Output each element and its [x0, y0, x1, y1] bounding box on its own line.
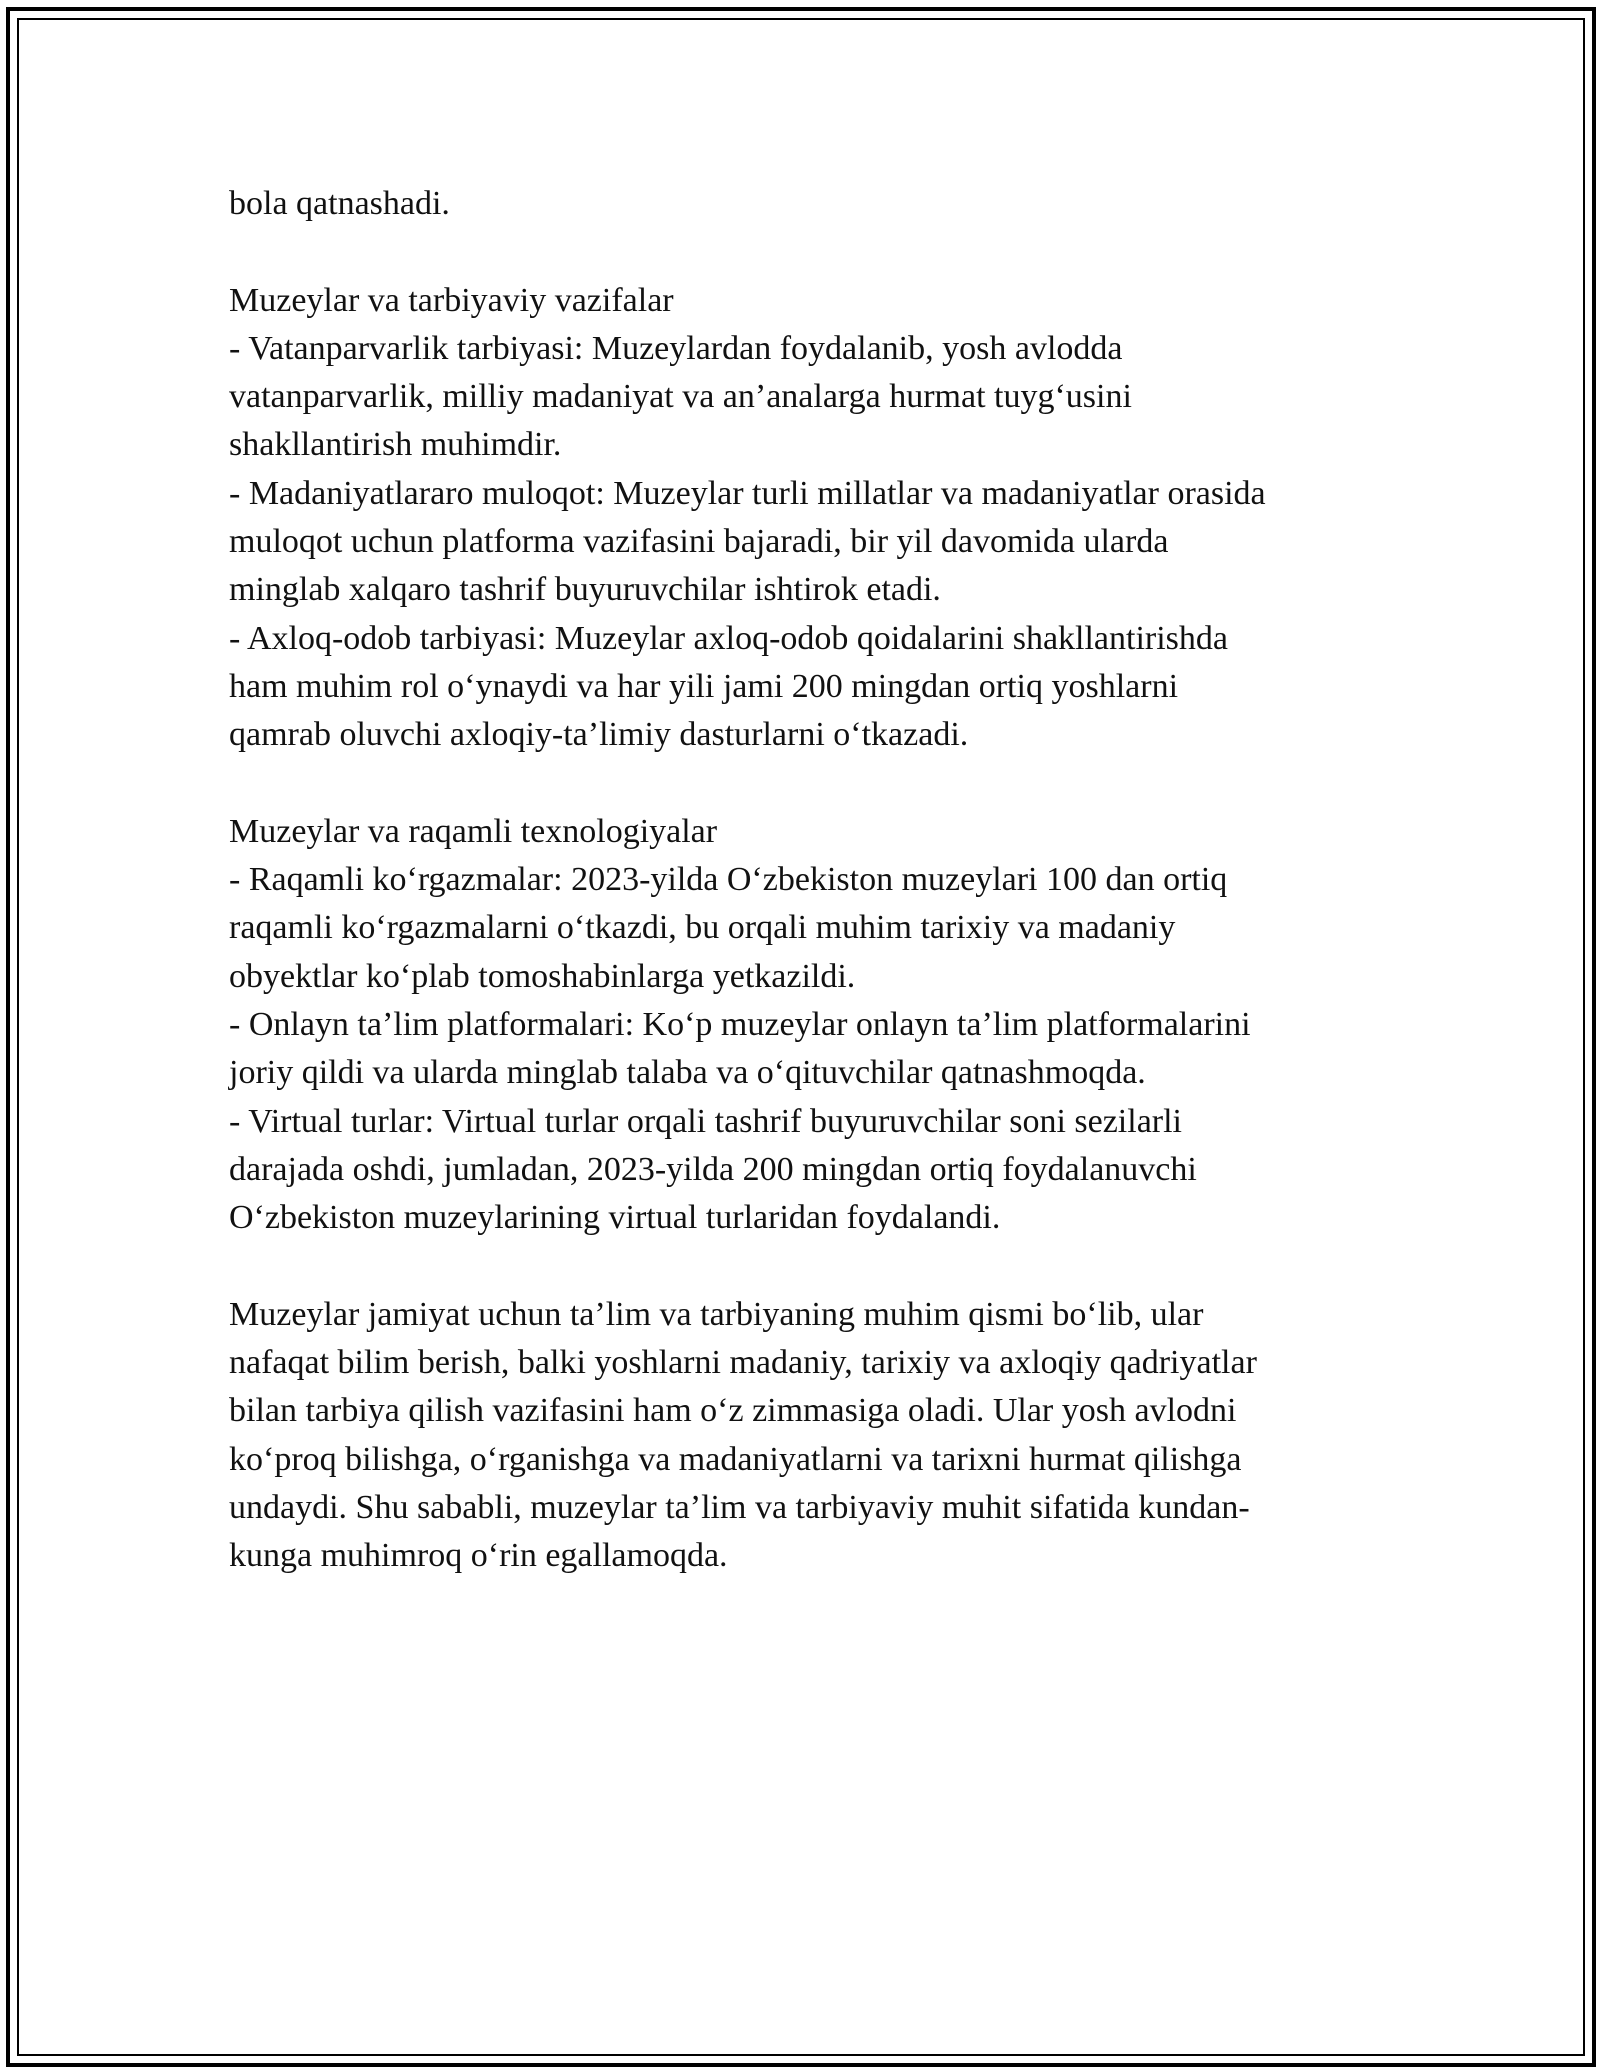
blank-line: [229, 228, 1399, 276]
text-line: shakllantirish muhimdir.: [229, 426, 562, 464]
text-line: - Raqamli ko‘rgazmalar: 2023-yilda O‘zbekiston muzeylari 100 dan ortiq: [229, 861, 1228, 899]
text-line: - Madaniyatlararo muloqot: Muzeylar turli millatlar va madaniyatlar orasida: [229, 474, 1266, 512]
text-line: - Vatanparvarlik tarbiyasi: Muzeylardan foydalanib, yosh avlodda: [229, 329, 1123, 367]
text-line: kunga muhimroq o‘rin egallamoqda.: [229, 1537, 728, 1575]
text-line: bilan tarbiya qilish vazifasini ham o‘z zimmasiga oladi. Ular yosh avlodni: [229, 1392, 1237, 1430]
text-line: muloqot uchun platforma vazifasini bajaradi, bir yil davomida ularda: [229, 523, 1169, 561]
blank-line: [229, 760, 1399, 808]
text-line: vatanparvarlik, milliy madaniyat va an’analarga hurmat tuyg‘usini: [229, 378, 1132, 416]
text-line: Muzeylar jamiyat uchun ta’lim va tarbiyaning muhim qismi bo‘lib, ular: [229, 1295, 1204, 1333]
text-line: - Onlayn ta’lim platformalari: Ko‘p muzeylar onlayn ta’lim platformalarini: [229, 1006, 1251, 1044]
text-line: qamrab oluvchi axloqiy-ta’limiy dasturlarni o‘tkazadi.: [229, 716, 969, 754]
text-line: ham muhim rol o‘ynaydi va har yili jami 200 mingdan ortiq yoshlarni: [229, 667, 1179, 705]
text-line: - Virtual turlar: Virtual turlar orqali tashrif buyuruvchilar soni sezilarli: [229, 1102, 1182, 1140]
document-body: [229, 180, 1399, 1581]
text-line: raqamli ko‘rgazmalarni o‘tkazdi, bu orqali muhim tarixiy va madaniy: [229, 909, 1176, 947]
section-heading: Muzeylar va tarbiyaviy vazifalar: [229, 281, 674, 319]
text-line: O‘zbekiston muzeylarining virtual turlaridan foydalandi.: [229, 1199, 1001, 1237]
text-line: undaydi. Shu sababli, muzeylar ta’lim va tarbiyaviy muhit sifatida kundan-: [229, 1489, 1250, 1527]
text-line: joriy qildi va ularda minglab talaba va o‘qituvchilar qatnashmoqda.: [229, 1054, 1146, 1092]
blank-line: [229, 1243, 1399, 1291]
text-line: minglab xalqaro tashrif buyuruvchilar ishtirok etadi.: [229, 571, 941, 609]
text-line: - Axloq-odob tarbiyasi: Muzeylar axloq-odob qoidalarini shakllantirishda: [229, 619, 1228, 657]
section-heading: Muzeylar va raqamli texnologiyalar: [229, 812, 718, 850]
text-line: obyektlar ko‘plab tomoshabinlarga yetkazildi.: [229, 957, 856, 995]
text-line: darajada oshdi, jumladan, 2023-yilda 200 mingdan ortiq foydalanuvchi: [229, 1150, 1197, 1188]
text-line: ko‘proq bilishga, o‘rganishga va madaniyatlarni va tarixni hurmat qilishga: [229, 1440, 1242, 1478]
text-line: bola qatnashadi.: [229, 185, 450, 222]
text-line: nafaqat bilim berish, balki yoshlarni madaniy, tarixiy va axloqiy qadriyatlar: [229, 1344, 1257, 1382]
